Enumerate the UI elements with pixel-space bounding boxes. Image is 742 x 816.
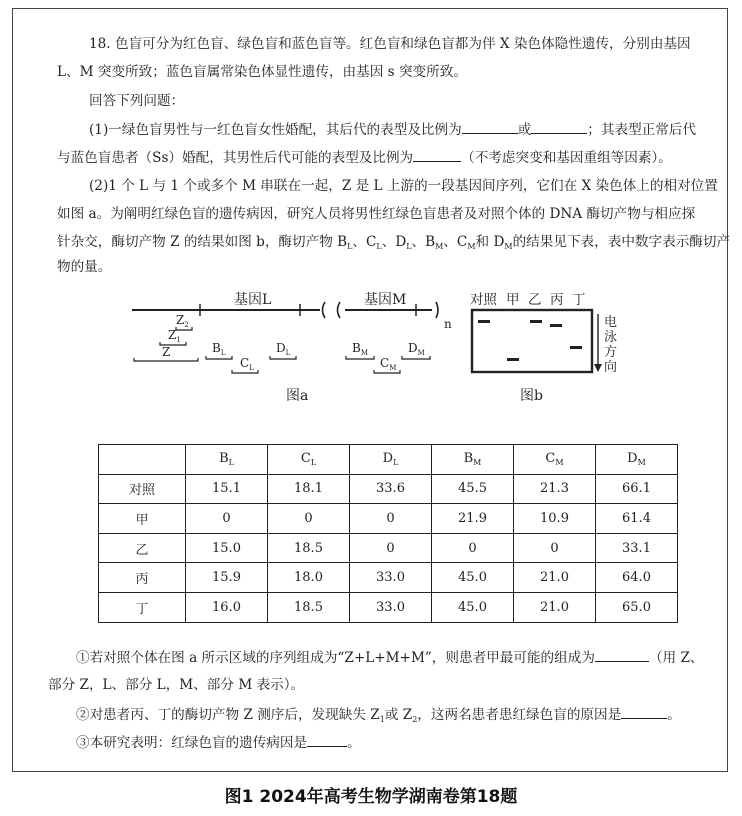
s2-text-d: 。 <box>667 707 681 723</box>
cl-label: $C_L$ <box>240 356 254 372</box>
direction-char-3: 方 <box>604 345 618 360</box>
sub-question-1-line-1 <box>76 648 704 667</box>
band-ding <box>570 346 582 349</box>
z1-label: $Z_1$ <box>168 328 181 344</box>
dl-bracket <box>270 356 296 359</box>
table-cell: 0 <box>186 504 268 534</box>
table-cell: 0 <box>268 504 350 534</box>
q1-line-2 <box>57 148 672 167</box>
table-cell: 15.9 <box>186 563 268 593</box>
sub-l: L <box>406 242 412 251</box>
table-corner <box>99 445 186 475</box>
lane-label-jia: 甲 <box>506 292 520 308</box>
sub-question-3 <box>76 733 361 752</box>
table-row <box>99 592 678 622</box>
header-dm <box>596 445 678 475</box>
q1-text-a: (1)一绿色盲男性与一红色盲女性婚配，其后代的表型及比例为 <box>89 122 462 138</box>
answer-blank-2[interactable] <box>531 120 587 134</box>
table-cell: 21.0 <box>514 563 596 593</box>
s3-text-a: ③本研究表明：红绿色盲的遗传病因是 <box>76 735 308 751</box>
q1-text-c: ；其表型正常后代 <box>587 122 697 138</box>
direction-char-1: 电 <box>604 315 618 330</box>
lane-label-ding: 丁 <box>572 292 586 308</box>
header-letter: D <box>382 451 394 467</box>
z-label: Z <box>162 345 171 359</box>
header-sub: L <box>228 458 234 468</box>
header-letter: C <box>545 451 556 467</box>
z2-label: $Z_2$ <box>176 313 189 329</box>
q2-line-3-f: 和 D <box>475 234 505 250</box>
header-dl <box>350 445 432 475</box>
sub-m: M <box>467 242 476 251</box>
sub-question-1-line-2: 部分 Z，L、部分 L，M、部分 M 表示）。 <box>48 677 305 693</box>
figure-b-caption: 图b <box>520 388 543 404</box>
break-mark-left-2 <box>338 302 341 318</box>
gene-m-label: 基因M <box>364 292 407 308</box>
q2-line-3-b: 、C <box>352 234 377 250</box>
band-bing <box>550 324 562 327</box>
row-label: 乙 <box>99 533 186 563</box>
q2-line-1: (2)1 个 L 与 1 个或多个 M 串联在一起，Z 是 L 上游的一段基因间序列，它们在 X 染色体上的相对位置 <box>89 178 718 194</box>
intro-line-2: L、M 突变所致；蓝色盲属常染色体显性遗传，由基因 s 突变所致。 <box>57 64 467 80</box>
header-sub: M <box>473 458 482 468</box>
break-mark-left <box>323 302 326 318</box>
lane-label-yi: 乙 <box>528 292 542 308</box>
q2-line-2: 如图 a。为阐明红绿色盲的遗传病因，研究人员将男性红绿色盲患者及对照个体的 DNA 酶切产物与相应探 <box>57 206 696 222</box>
figure-a-b <box>120 284 640 412</box>
s2-sub-2: 2 <box>412 715 418 724</box>
table-row <box>99 533 678 563</box>
gene-l-label: 基因L <box>234 292 272 308</box>
q1-line-1 <box>89 120 696 139</box>
table-cell: 33.0 <box>350 592 432 622</box>
s2-sub-1: 1 <box>379 715 385 724</box>
n-label: n <box>444 317 452 331</box>
q2-line-3-g: 的结果见下表，表中数字表示酶切产 <box>512 234 731 250</box>
table-cell: 33.0 <box>350 563 432 593</box>
header-sub: L <box>393 458 399 468</box>
sub-l: L <box>347 242 353 251</box>
table-cell: 18.5 <box>268 533 350 563</box>
dm-label: $D_M$ <box>408 341 425 357</box>
answer-prompt: 回答下列问题： <box>89 93 185 109</box>
row-label: 丙 <box>99 563 186 593</box>
gel-box <box>472 310 592 372</box>
q2-line-3-a: 针杂交，酶切产物 Z 的结果如图 b，酶切产物 B <box>57 234 348 250</box>
sub-m: M <box>504 242 513 251</box>
table-cell: 16.0 <box>186 592 268 622</box>
direction-arrow-head <box>594 364 602 372</box>
header-letter: C <box>300 451 311 467</box>
q2-line-3-c: 、D <box>381 234 407 250</box>
table-cell: 15.0 <box>186 533 268 563</box>
header-cm <box>514 445 596 475</box>
figure-a-caption: 图a <box>286 388 309 404</box>
table-cell: 45.0 <box>432 592 514 622</box>
break-mark-right <box>436 302 438 318</box>
q1-text-e: （不考虑突变和基因重组等因素）。 <box>461 150 672 166</box>
table-cell: 66.1 <box>596 474 678 504</box>
header-letter: B <box>463 451 474 467</box>
header-cl <box>268 445 350 475</box>
dl-label: $D_L$ <box>276 341 291 357</box>
q1-text-b: 或 <box>517 122 532 138</box>
table-cell: 18.0 <box>268 563 350 593</box>
sub-m: M <box>435 242 444 251</box>
table-cell: 65.0 <box>596 592 678 622</box>
direction-char-4: 向 <box>604 360 618 375</box>
table-row <box>99 504 678 534</box>
header-sub: M <box>637 458 646 468</box>
answer-blank-4[interactable] <box>595 648 649 662</box>
band-yi <box>530 320 542 323</box>
table-cell: 10.9 <box>514 504 596 534</box>
table-row <box>99 474 678 504</box>
bl-label: $B_L$ <box>212 341 226 357</box>
s1-text-a: ①若对照个体在图 a 所示区域的序列组成为“Z+L+M+M”，则患者甲最可能的组成为 <box>76 650 595 666</box>
table-cell: 33.1 <box>596 533 678 563</box>
s2-text-b: 或 Z <box>384 707 413 723</box>
q2-line-4: 物的量。 <box>57 259 112 275</box>
answer-blank-5[interactable] <box>621 705 667 719</box>
row-label: 对照 <box>99 474 186 504</box>
table-cell: 33.6 <box>350 474 432 504</box>
table-cell: 45.0 <box>432 563 514 593</box>
sub-question-2 <box>76 705 681 729</box>
table-cell: 0 <box>514 533 596 563</box>
lane-label-bing: 丙 <box>550 292 564 308</box>
table-cell: 18.5 <box>268 592 350 622</box>
header-bl <box>186 445 268 475</box>
s3-text-b: 。 <box>347 735 361 751</box>
figure-caption: 图1 2024年高考生物学湖南卷第18题 <box>224 787 518 807</box>
cl-bracket <box>232 370 258 373</box>
header-bm <box>432 445 514 475</box>
table-cell: 21.3 <box>514 474 596 504</box>
header-letter: D <box>627 451 638 467</box>
table-header-row <box>99 445 678 475</box>
direction-char-2: 泳 <box>604 330 618 345</box>
answer-blank-3[interactable] <box>413 148 461 162</box>
band-jia <box>507 358 519 361</box>
header-sub: L <box>310 458 317 468</box>
table-cell: 64.0 <box>596 563 678 593</box>
intro-line-1: 18. 色盲可分为红色盲、绿色盲和蓝色盲等。红色盲和绿色盲都为伴 X 染色体隐性遗传，分别由基因 <box>89 36 691 52</box>
answer-blank-6[interactable] <box>307 733 347 747</box>
row-label: 丁 <box>99 592 186 622</box>
data-table <box>98 444 678 623</box>
table-cell: 0 <box>350 533 432 563</box>
q1-text-d: 与蓝色盲患者（Ss）婚配，其男性后代可能的表型及比例为 <box>57 150 414 166</box>
q2-line-3 <box>57 233 730 256</box>
header-letter: B <box>219 451 229 467</box>
answer-blank-1[interactable] <box>462 120 518 134</box>
table-cell: 0 <box>350 504 432 534</box>
table-cell: 61.4 <box>596 504 678 534</box>
table-row <box>99 563 678 593</box>
row-label: 甲 <box>99 504 186 534</box>
table-cell: 18.1 <box>268 474 350 504</box>
s1-text-b: （用 Z、 <box>648 650 704 666</box>
table-cell: 21.0 <box>514 592 596 622</box>
q2-line-3-e: 、C <box>443 234 468 250</box>
cm-label: $C_M$ <box>380 356 397 372</box>
bl-bracket <box>206 356 232 359</box>
lane-label-control: 对照 <box>470 292 497 308</box>
s2-text-c: ，这两名患者患红绿色盲的原因是 <box>417 707 622 723</box>
table-cell: 21.9 <box>432 504 514 534</box>
dm-bracket <box>402 356 430 359</box>
band-control <box>478 320 490 323</box>
bm-label: $B_M$ <box>352 341 368 357</box>
header-sub: M <box>555 458 564 468</box>
q2-line-3-d: 、B <box>411 234 436 250</box>
table-cell: 0 <box>432 533 514 563</box>
table-cell: 15.1 <box>186 474 268 504</box>
table-cell: 45.5 <box>432 474 514 504</box>
sub-l: L <box>376 242 382 251</box>
s2-text-a: ②对患者丙、丁的酶切产物 Z 测序后，发现缺失 Z <box>76 707 380 723</box>
